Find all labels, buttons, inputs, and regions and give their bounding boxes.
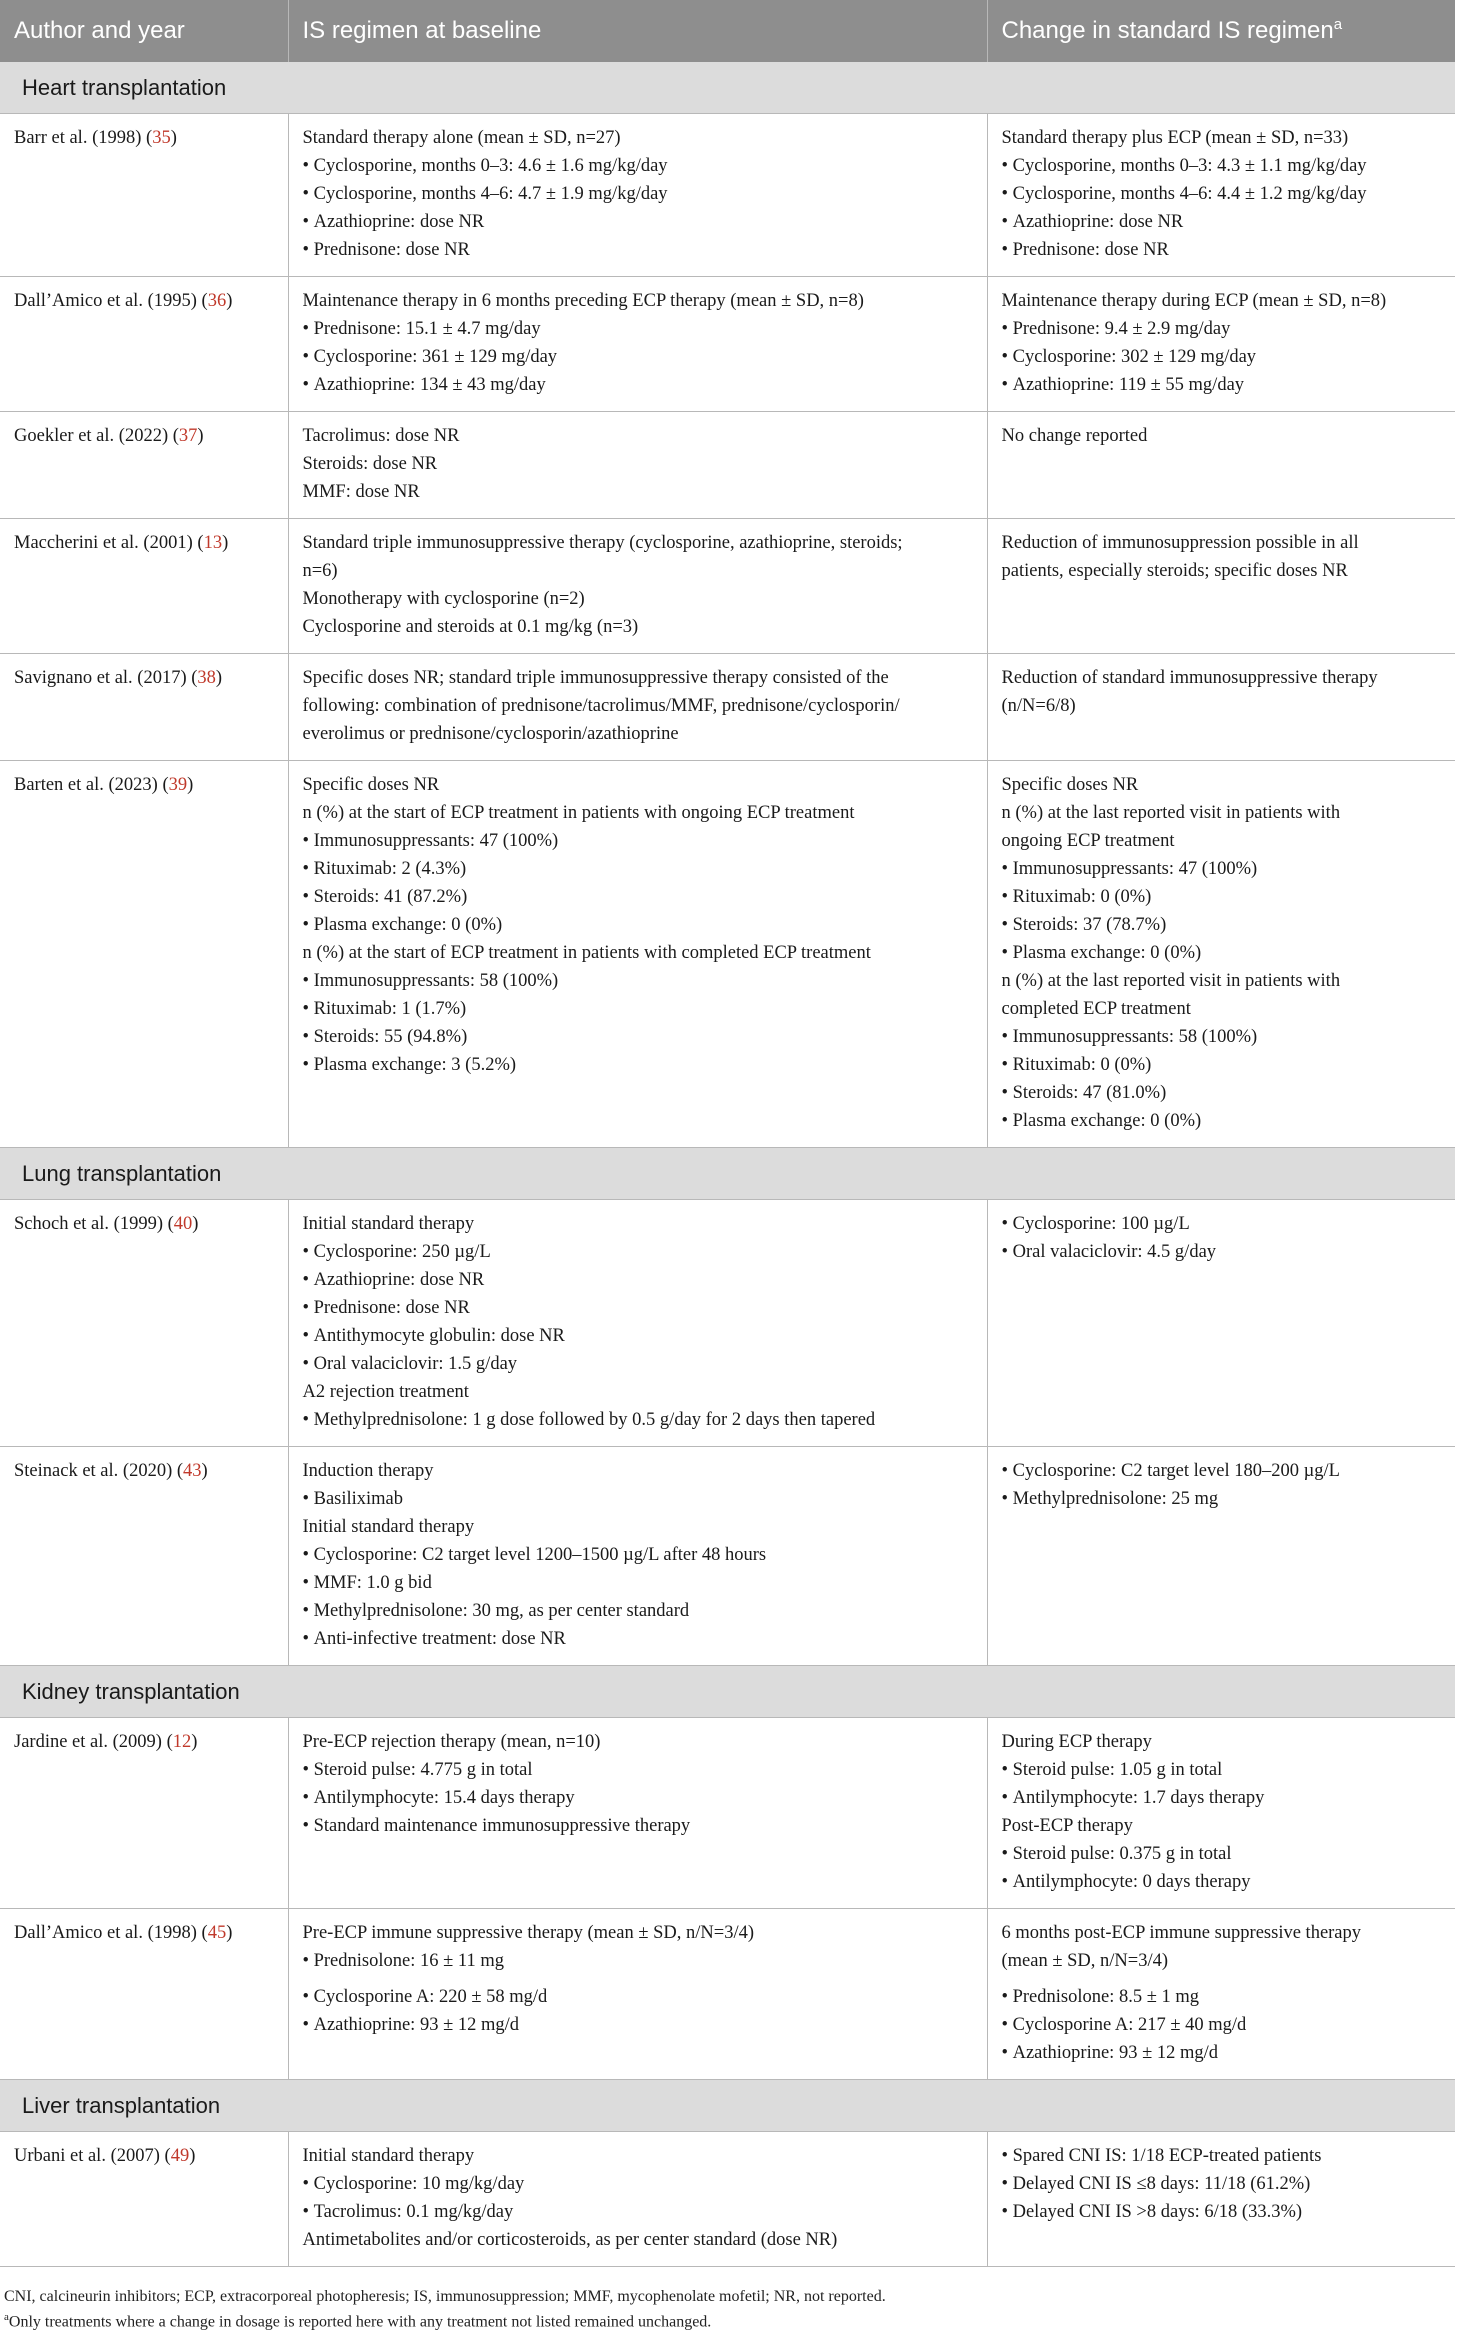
reference-number: 49 [170, 2146, 190, 2166]
baseline-cell [288, 2132, 987, 2267]
section-title: Kidney transplantation [0, 1666, 1455, 1718]
reference-number: 12 [172, 1732, 192, 1752]
table-body [0, 62, 1455, 2267]
cell-line: Monotherapy with cyclosporine (n=2) [302, 589, 585, 609]
cell-line: n (%) at the start of ECP treatment in patients with completed ECP treatment [302, 943, 871, 963]
cell-line: Antimetabolites and/or corticosteroids, as per center standard (dose NR) [302, 2230, 838, 2250]
change-cell [987, 412, 1455, 519]
baseline-cell [288, 761, 987, 1148]
bullet-item: • Rituximab: 0 (0%) [1002, 1051, 1442, 1079]
cell-line: Specific doses NR [1001, 775, 1139, 795]
bullet-item: • Azathioprine: 93 ± 12 mg/d [303, 2011, 973, 2039]
cell-line: Reduction of standard immunosuppressive therapy [1001, 668, 1378, 688]
change-cell [987, 1200, 1455, 1447]
bullet-item: • Cyclosporine: C2 target level 1200–1500 µg/L after 48 hours [303, 1541, 973, 1569]
bullet-item: • Cyclosporine A: 220 ± 58 mg/d [303, 1983, 973, 2011]
header-author-text: Author and year [14, 17, 185, 44]
bullet-item: • Prednisone: dose NR [1002, 236, 1442, 264]
section-row [0, 1148, 1455, 1200]
change-cell [987, 654, 1455, 761]
bullet-item: • Prednisolone: 8.5 ± 1 mg [1002, 1983, 1442, 2011]
table-row [0, 761, 1455, 1148]
change-cell [987, 2132, 1455, 2267]
author-name: Steinack et al. (2020) [14, 1461, 177, 1481]
bullet-item: • Immunosuppressants: 47 (100%) [303, 827, 973, 855]
header-baseline-text: IS regimen at baseline [302, 17, 542, 44]
cell-line: n (%) at the last reported visit in patients with [1001, 971, 1341, 991]
bullet-item: • Spared CNI IS: 1/18 ECP-treated patients [1002, 2142, 1442, 2170]
author-name: Jardine et al. (2009) [14, 1732, 167, 1752]
bullet-item: • Steroid pulse: 0.375 g in total [1002, 1840, 1442, 1868]
header-row [0, 0, 1455, 62]
bullet-item: • Cyclosporine, months 0–3: 4.3 ± 1.1 mg/kg/day [1002, 152, 1442, 180]
table-row [0, 654, 1455, 761]
baseline-cell [288, 1447, 987, 1666]
author-cell: Dall’Amico et al. (1998) (45) [0, 1909, 288, 2080]
reference-number: 43 [183, 1461, 202, 1481]
cell-line: Standard therapy alone (mean ± SD, n=27) [302, 128, 621, 148]
bullet-item: • Prednisone: 9.4 ± 2.9 mg/day [1002, 315, 1442, 343]
bullet-item: • Azathioprine: dose NR [303, 1266, 973, 1294]
cell-line: Cyclosporine and steroids at 0.1 mg/kg (n=3) [302, 617, 639, 637]
reference-number: 40 [173, 1214, 193, 1234]
bullet-item: • Steroids: 55 (94.8%) [303, 1023, 973, 1051]
author-cell: Schoch et al. (1999) (40) [0, 1200, 288, 1447]
change-cell [987, 114, 1455, 277]
cell-line: Maintenance therapy in 6 months preceding ECP therapy (mean ± SD, n=8) [302, 291, 864, 311]
cell-line: (mean ± SD, n/N=3/4) [1001, 1951, 1169, 1971]
bullet-item: • Cyclosporine: 361 ± 129 mg/day [303, 343, 973, 371]
bullet-item: • Standard maintenance immunosuppressive therapy [303, 1812, 973, 1840]
bullet-item: • Cyclosporine: 302 ± 129 mg/day [1002, 343, 1442, 371]
cell-line: Maintenance therapy during ECP (mean ± SD, n=8) [1001, 291, 1387, 311]
section-title: Liver transplantation [0, 2080, 1455, 2132]
change-cell [987, 277, 1455, 412]
author-name: Maccherini et al. (2001) [14, 533, 198, 553]
table-row [0, 1447, 1455, 1666]
author-cell: Maccherini et al. (2001) (13) [0, 519, 288, 654]
table-row [0, 412, 1455, 519]
author-cell: Urbani et al. (2007) (49) [0, 2132, 288, 2267]
baseline-cell [288, 114, 987, 277]
cell-line: patients, especially steroids; specific doses NR [1001, 561, 1348, 581]
bullet-item: • Steroid pulse: 1.05 g in total [1002, 1756, 1442, 1784]
bullet-item: • Rituximab: 0 (0%) [1002, 883, 1442, 911]
cell-line: Initial standard therapy [302, 1517, 475, 1537]
footnote-a-mark: a [4, 2311, 9, 2323]
author-name: Goekler et al. (2022) [14, 426, 173, 446]
bullet-item: • Anti-infective treatment: dose NR [303, 1625, 973, 1653]
reference-number: 13 [203, 533, 223, 553]
author-name: Dall’Amico et al. (1995) [14, 291, 202, 311]
bullet-item: • Cyclosporine: 100 µg/L [1002, 1210, 1442, 1238]
bullet-item: • Tacrolimus: 0.1 mg/kg/day [303, 2198, 973, 2226]
reference-number: 35 [152, 128, 171, 148]
header-author [0, 0, 288, 62]
cell-line: Standard therapy plus ECP (mean ± SD, n=33) [1001, 128, 1349, 148]
section-row [0, 62, 1455, 114]
bullet-item: • Plasma exchange: 0 (0%) [303, 911, 973, 939]
author-name: Urbani et al. (2007) [14, 2146, 165, 2166]
reference-number: 39 [168, 775, 188, 795]
cell-line: Induction therapy [302, 1461, 434, 1481]
cell-line: Pre-ECP rejection therapy (mean, n=10) [302, 1732, 601, 1752]
bullet-item: • Steroids: 47 (81.0%) [1002, 1079, 1442, 1107]
bullet-item: • MMF: 1.0 g bid [303, 1569, 973, 1597]
cell-line: n (%) at the last reported visit in patients with [1001, 803, 1341, 823]
footnote-abbreviations: CNI, calcineurin inhibitors; ECP, extracorporeal photopheresis; IS, immunosuppression; MMF, mycophenolate mofetil; NR, not reported. [4, 2288, 886, 2305]
cell-line: 6 months post-ECP immune suppressive therapy [1001, 1923, 1362, 1943]
table-row [0, 1909, 1455, 2080]
section-row [0, 2080, 1455, 2132]
author-name: Schoch et al. (1999) [14, 1214, 168, 1234]
cell-line: Tacrolimus: dose NR [302, 426, 460, 446]
cell-line: Specific doses NR [302, 775, 440, 795]
cell-line: Initial standard therapy [302, 2146, 475, 2166]
bullet-item: • Rituximab: 1 (1.7%) [303, 995, 973, 1023]
author-cell: Goekler et al. (2022) (37) [0, 412, 288, 519]
bullet-item: • Oral valaciclovir: 1.5 g/day [303, 1350, 973, 1378]
cell-line: During ECP therapy [1001, 1732, 1152, 1752]
baseline-cell [288, 1200, 987, 1447]
reference-number: 45 [207, 1923, 227, 1943]
change-cell [987, 519, 1455, 654]
footnote-a [0, 2307, 1460, 2332]
cell-line: Initial standard therapy [302, 1214, 475, 1234]
cell-line: ongoing ECP treatment [1001, 831, 1175, 851]
cell-line: (n/N=6/8) [1001, 696, 1076, 716]
bullet-item: • Immunosuppressants: 58 (100%) [1002, 1023, 1442, 1051]
bullet-item: • Cyclosporine, months 4–6: 4.4 ± 1.2 mg/kg/day [1002, 180, 1442, 208]
cell-line: A2 rejection treatment [302, 1382, 469, 1402]
bullet-item: • Prednisolone: 16 ± 11 mg [303, 1947, 973, 1975]
section-row [0, 1666, 1455, 1718]
cell-line: completed ECP treatment [1001, 999, 1191, 1019]
change-cell [987, 1447, 1455, 1666]
bullet-item: • Prednisone: dose NR [303, 1294, 973, 1322]
baseline-cell [288, 1718, 987, 1909]
author-cell: Barr et al. (1998) (35) [0, 114, 288, 277]
author-cell: Savignano et al. (2017) (38) [0, 654, 288, 761]
footnote-a-text: Only treatments where a change in dosage is reported here with any treatment not listed remained unchanged. [8, 2313, 712, 2331]
baseline-cell [288, 277, 987, 412]
header-baseline [288, 0, 987, 62]
table-row [0, 2132, 1455, 2267]
bullet-item: • Plasma exchange: 0 (0%) [1002, 1107, 1442, 1135]
bullet-item: • Plasma exchange: 0 (0%) [1002, 939, 1442, 967]
table-row [0, 277, 1455, 412]
author-name: Savignano et al. (2017) [14, 668, 192, 688]
bullet-item: • Azathioprine: 134 ± 43 mg/day [303, 371, 973, 399]
change-cell [987, 1909, 1455, 2080]
baseline-cell [288, 412, 987, 519]
author-cell: Dall’Amico et al. (1995) (36) [0, 277, 288, 412]
bullet-item: • Prednisone: 15.1 ± 4.7 mg/day [303, 315, 973, 343]
change-cell [987, 1718, 1455, 1909]
change-cell [987, 761, 1455, 1148]
bullet-item: • Plasma exchange: 3 (5.2%) [303, 1051, 973, 1079]
header-change-text: Change in standard IS regimen [1001, 17, 1334, 44]
bullet-item: • Steroids: 37 (78.7%) [1002, 911, 1442, 939]
cell-line: Pre-ECP immune suppressive therapy (mean ± SD, n/N=3/4) [302, 1923, 754, 1943]
section-title: Heart transplantation [0, 62, 1455, 114]
bullet-item: • Cyclosporine, months 0–3: 4.6 ± 1.6 mg/kg/day [303, 152, 973, 180]
table-row [0, 1200, 1455, 1447]
bullet-item: • Antilymphocyte: 0 days therapy [1002, 1868, 1442, 1896]
bullet-item: • Azathioprine: 93 ± 12 mg/d [1002, 2039, 1442, 2067]
bullet-item: • Immunosuppressants: 47 (100%) [1002, 855, 1442, 883]
bullet-item: • Cyclosporine: 250 µg/L [303, 1238, 973, 1266]
baseline-cell [288, 654, 987, 761]
bullet-item: • Delayed CNI IS ≤8 days: 11/18 (61.2%) [1002, 2170, 1442, 2198]
cell-line: Steroids: dose NR [302, 454, 438, 474]
section-title: Lung transplantation [0, 1148, 1455, 1200]
reference-number: 38 [197, 668, 216, 688]
table-row [0, 519, 1455, 654]
cell-line: everolimus or prednisone/cyclosporin/azathioprine [302, 724, 679, 744]
bullet-item: • Immunosuppressants: 58 (100%) [303, 967, 973, 995]
baseline-cell [288, 1909, 987, 2080]
bullet-item: • Prednisone: dose NR [303, 236, 973, 264]
header-change [987, 0, 1455, 62]
spacer [1002, 1975, 1442, 1983]
cell-line: Post-ECP therapy [1001, 1816, 1133, 1836]
table-row [0, 1718, 1455, 1909]
cell-line: Specific doses NR; standard triple immunosuppressive therapy consisted of the [302, 668, 889, 688]
bullet-item: • Antithymocyte globulin: dose NR [303, 1322, 973, 1350]
cell-line: MMF: dose NR [302, 482, 420, 502]
bullet-item: • Antilymphocyte: 15.4 days therapy [303, 1784, 973, 1812]
cell-line: n (%) at the start of ECP treatment in patients with ongoing ECP treatment [302, 803, 855, 823]
spacer [303, 1975, 973, 1983]
bullet-item: • Cyclosporine, months 4–6: 4.7 ± 1.9 mg/kg/day [303, 180, 973, 208]
bullet-item: • Delayed CNI IS >8 days: 6/18 (33.3%) [1002, 2198, 1442, 2226]
bullet-item: • Steroid pulse: 4.775 g in total [303, 1756, 973, 1784]
cell-line: Standard triple immunosuppressive therapy (cyclosporine, azathioprine, steroids; [302, 533, 903, 553]
cell-line: No change reported [1001, 426, 1148, 446]
reference-number: 36 [207, 291, 227, 311]
bullet-item: • Basiliximab [303, 1485, 973, 1513]
bullet-item: • Cyclosporine: C2 target level 180–200 µg/L [1002, 1457, 1442, 1485]
bullet-item: • Steroids: 41 (87.2%) [303, 883, 973, 911]
bullet-item: • Antilymphocyte: 1.7 days therapy [1002, 1784, 1442, 1812]
author-cell: Jardine et al. (2009) (12) [0, 1718, 288, 1909]
bullet-item: • Methylprednisolone: 1 g dose followed by 0.5 g/day for 2 days then tapered [303, 1406, 973, 1434]
bullet-item: • Rituximab: 2 (4.3%) [303, 855, 973, 883]
author-cell: Barten et al. (2023) (39) [0, 761, 288, 1148]
baseline-cell [288, 519, 987, 654]
bullet-item: • Azathioprine: dose NR [1002, 208, 1442, 236]
cell-line: following: combination of prednisone/tacrolimus/MMF, prednisone/cyclosporin/ [302, 696, 900, 716]
reference-number: 37 [178, 426, 198, 446]
table-row [0, 114, 1455, 277]
bullet-item: • Cyclosporine A: 217 ± 40 mg/d [1002, 2011, 1442, 2039]
cell-line: Reduction of immunosuppression possible in all [1001, 533, 1359, 553]
bullet-item: • Azathioprine: 119 ± 55 mg/day [1002, 371, 1442, 399]
bullet-item: • Cyclosporine: 10 mg/kg/day [303, 2170, 973, 2198]
author-name: Barr et al. (1998) [14, 128, 147, 148]
cell-line: n=6) [302, 561, 338, 581]
bullet-item: • Oral valaciclovir: 4.5 g/day [1002, 1238, 1442, 1266]
author-name: Barten et al. (2023) [14, 775, 163, 795]
bullet-item: • Methylprednisolone: 25 mg [1002, 1485, 1442, 1513]
bullet-item: • Azathioprine: dose NR [303, 208, 973, 236]
bullet-item: • Methylprednisolone: 30 mg, as per center standard [303, 1597, 973, 1625]
author-cell: Steinack et al. (2020) (43) [0, 1447, 288, 1666]
header-change-footnote-mark: a [1333, 16, 1343, 33]
author-name: Dall’Amico et al. (1998) [14, 1923, 202, 1943]
